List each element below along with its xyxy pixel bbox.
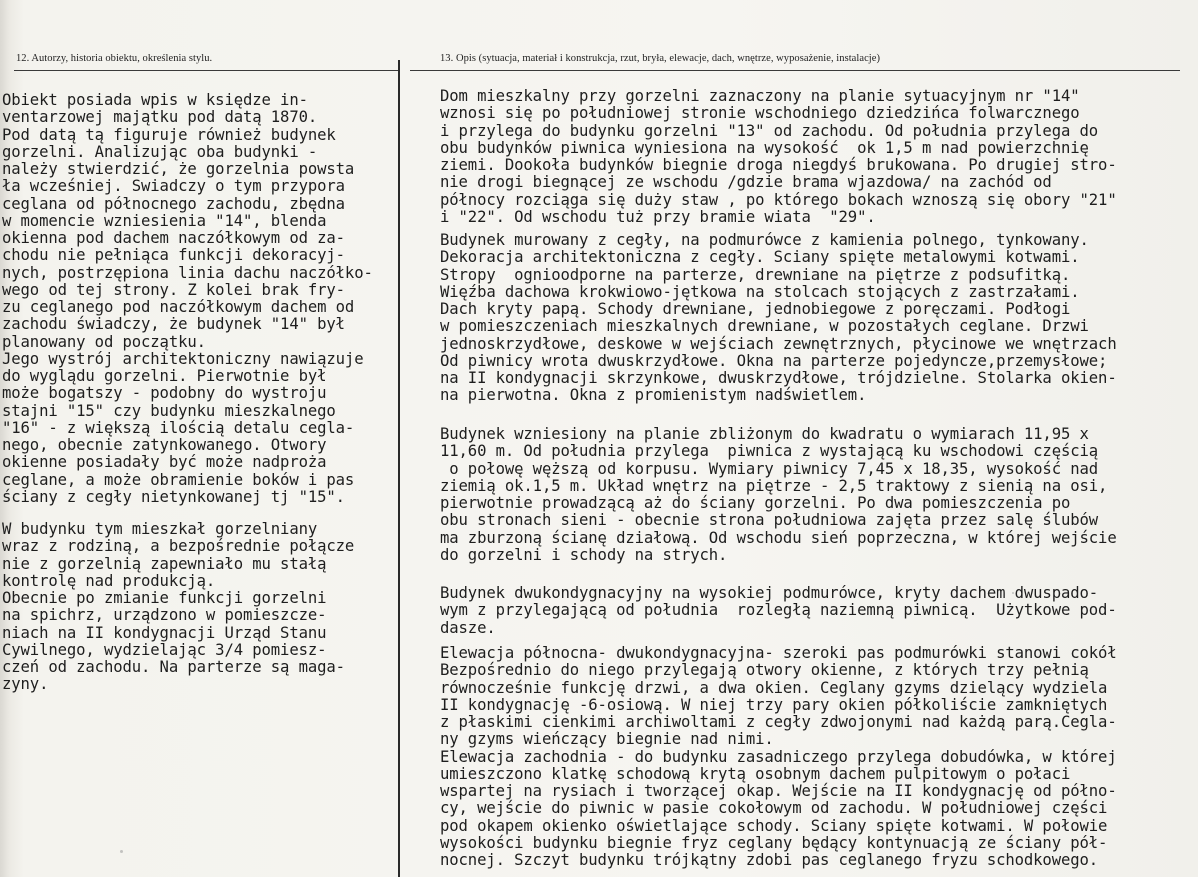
- description-paragraph-plan: Budynek wzniesiony na planie zbliżonym do kwadratu o wymiarach 11,95 x 11,60 m. Od południa przylega piwnica z wystającą ku wschodowi częścią o połowę węższą od korpusu. Wymiary piwnicy 7,45 x 18,35, wysokość nad ziemią ok.1,5 m. Układ wnętrz na piętrze - 2,5 traktowy z sienią na osi, pierwotnie prowadzącą aż do ściany gorzelni. Po dwa pomieszczenia po obu stronach sieni - obecnie strona południowa zajęta przez salę ślubów ma zburzoną ścianę działową. Od wschodu sień poprzeczna, w której wejście do gorzelni i schody na strych.: [440, 425, 1117, 564]
- column-divider: [398, 60, 400, 877]
- history-paragraph-1: Obiekt posiada wpis w księdze in- ventarzowej majątku pod datą 1870. Pod datą tą figuruje również budynek gorzelni. Analizując oba budynki - należy stwierdzić, że gorzelnia powsta ła wcześniej. Swiadczy o tym przypora ceglana od północnego zachodu, zbędna w momencie wzniesienia "14", blenda okienna pod dachem naczółkowym od za- chodu nie pełniąca funkcji dekoracyj- nych, postrzępiona linia dachu naczółko- wego od tej strony. Z kolei brak fry- zu ceglanego pod naczółkowym dachem od zachodu świadczy, że budynek "14" był planowany od początku. Jego wystrój architektoniczny nawiązuje do wyglądu gorzelni. Pierwotnie był może bogatszy - podobny do wystroju stajni "15" czy budynku mieszkalnego "16" - z większą ilością detalu cegla- nego, obecnie zatynkowanego. Otwory okienne posiadały być może nadproża ceglane, a może obramienie boków i pas ściany z cegły nietynkowanej tj "15".: [2, 91, 373, 506]
- left-header-rule: [14, 70, 398, 71]
- scan-speck: [120, 850, 123, 853]
- scan-speck: [690, 312, 692, 314]
- description-paragraph-elevations: Elewacja północna- dwukondygnacyjna- szeroki pas podmurówki stanowi cokół Bezpośrednio do niego przylegają otwory okienne, z których trzy pełnią równocześnie funkcję drzwi, a dwa okien. Ceglany gzyms dzielący wydziela II kondygnację -6-osiową. W niej trzy pary okien półkoliście zamkniętych z płaskimi cienkimi archiwoltami z cegły zdwojonymi nad każdą parą.Cegla- ny gzyms wieńczący biegnie nad nimi. Elewacja zachodnia - do budynku zasadniczego przylega dobudówka, w której umieszczono klatkę schodową krytą osobnym dachem pulpitowym o połaci wspartej na rysiach i tworzącej okap. Wejście na II kondygnację od półno- cy, wejście do piwnic w pasie cokołowym od zachodu. W południowej części pod okapem okienko oświetlające schody. Sciany spięte kotwami. W połowie wysokości budynku biegnie fryz ceglany będący kontynuacją ze ściany pół- nocnej. Szczyt budynku trójkątny zdobi pas ceglanego fryzu schodkowego.: [440, 644, 1117, 869]
- history-paragraph-2: W budynku tym mieszkał gorzelniany wraz z rodziną, a bezpośrednie połącze nie z gorzelnią zapewniało mu stałą kontrolę nad produkcją. Obecnie po zmianie funkcji gorzelni na spichrz, urządzono w pomieszcze- niach na II kondygnacji Urząd Stanu Cywilnego, wydzielając 3/4 pomiesz- czeń od zachodu. Na parterze są maga- zyny.: [2, 520, 355, 694]
- right-header-rule: [410, 70, 1180, 71]
- section-12-header: 12. Autorzy, historia obiektu, określenia stylu.: [16, 53, 213, 64]
- section-13-header: 13. Opis (sytuacja, materiał i konstrukcja, rzut, bryła, elewacje, dach, wnętrze, wyposażenie, instalacje): [440, 53, 880, 64]
- scan-speck: [1012, 592, 1014, 594]
- description-paragraph-form: Budynek dwukondygnacyjny na wysokiej podmurówce, kryty dachem dwuspado- wym z przylegającą od południa rozległą naziemną piwnicą. Użytkowe pod- dasze.: [440, 584, 1117, 637]
- description-paragraph-location: Dom mieszkalny przy gorzelni zaznaczony na planie sytuacyjnym nr "14" wznosi się po południowej stronie wschodniego dziedzińca folwarcznego i przylega do budynku gorzelni "13" od zachodu. Od południa przylega do obu budynków piwnica wyniesiona na wysokość ok 1,5 m nad powierzchnię ziemi. Dookoła budynków biegnie droga niegdyś brukowana. Po drugiej stro- nie drogi biegnącej ze wschodu /gdzie brama wjazdowa/ na zachód od północy rozciąga się duży staw , po którego bokach wznoszą się obory "21" i "22". Od wschodu tuż przy bramie wiata "29".: [440, 87, 1117, 226]
- description-paragraph-materials: Budynek murowany z cegły, na podmurówce z kamienia polnego, tynkowany. Dekoracja architektoniczna z cegły. Sciany spięte metalowymi kotwami. Stropy ognioodporne na parterze, drewniane na piętrze z podsufitką. Więźba dachowa krokwiowo-jętkowa na stolcach stojących z zastrzałami. Dach kryty papą. Schody drewniane, jednobiegowe z poręczami. Podłogi w pomieszczeniach mieszkalnych drewniane, w pozostałych ceglane. Drzwi jednoskrzydłowe, deskowe w wejściach zewnętrznych, płycinowe we wnętrzach Od piwnicy wrota dwuskrzydłowe. Okna na parterze pojedyncze,przemysłowe; na II kondygnacji skrzynkowe, dwuskrzydłowe, trójdzielne. Stolarka okien- na pierwotna. Okna z promienistym nadświetlem.: [440, 231, 1117, 405]
